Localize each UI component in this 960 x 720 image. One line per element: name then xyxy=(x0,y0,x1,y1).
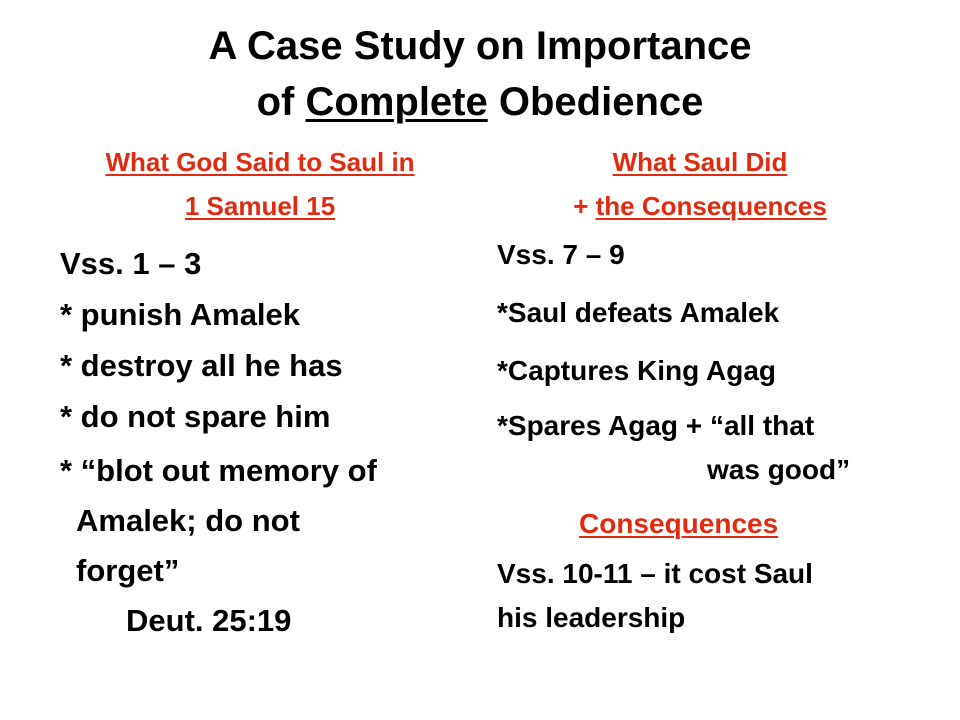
right-item-spares-line-2: was good” xyxy=(707,454,851,485)
left-verses: Vss. 1 – 3 xyxy=(60,246,202,281)
right-column-body xyxy=(497,230,917,640)
right-consequence-line-1: Vss. 10-11 – it cost Saul xyxy=(497,558,813,589)
right-verses: Vss. 7 – 9 xyxy=(497,239,625,270)
right-item-captures: *Captures King Agag xyxy=(497,355,776,386)
left-item-spare: * do not spare him xyxy=(60,399,331,434)
title-line-2 xyxy=(0,74,960,130)
right-heading-line-1: What Saul Did xyxy=(612,147,788,177)
left-quote-line-1: * “blot out memory of xyxy=(60,453,377,488)
left-quote-line-3: forget” xyxy=(76,553,180,588)
title-line-2-suffix: Obedience xyxy=(487,80,704,124)
consequences-label xyxy=(497,496,917,552)
title-line-1: A Case Study on Importance xyxy=(208,24,752,68)
title-line-2-prefix: of xyxy=(256,80,306,124)
left-column-heading xyxy=(50,140,470,228)
left-column-body xyxy=(60,238,480,646)
right-consequence-line-2: his leadership xyxy=(497,602,686,633)
left-heading-line-2: 1 Samuel 15 xyxy=(184,191,336,221)
left-quote-line-2: Amalek; do not xyxy=(76,503,300,538)
right-heading-line-2: the Consequences xyxy=(595,191,827,221)
left-item-destroy: * destroy all he has xyxy=(60,348,343,383)
right-item-spares-line-1: *Spares Agag + “all that xyxy=(497,410,815,441)
consequences-label-text: Consequences xyxy=(579,508,779,539)
right-column-heading xyxy=(490,140,910,228)
right-item-defeats: *Saul defeats Amalek xyxy=(497,297,780,328)
slide-title xyxy=(0,18,960,130)
right-heading-prefix: + xyxy=(573,191,596,221)
left-heading-line-1: What God Said to Saul in xyxy=(105,147,415,177)
left-quote xyxy=(60,446,480,646)
left-item-punish: * punish Amalek xyxy=(60,297,301,332)
left-reference: Deut. 25:19 xyxy=(126,603,292,638)
title-emphasis-word: Complete xyxy=(305,80,488,124)
